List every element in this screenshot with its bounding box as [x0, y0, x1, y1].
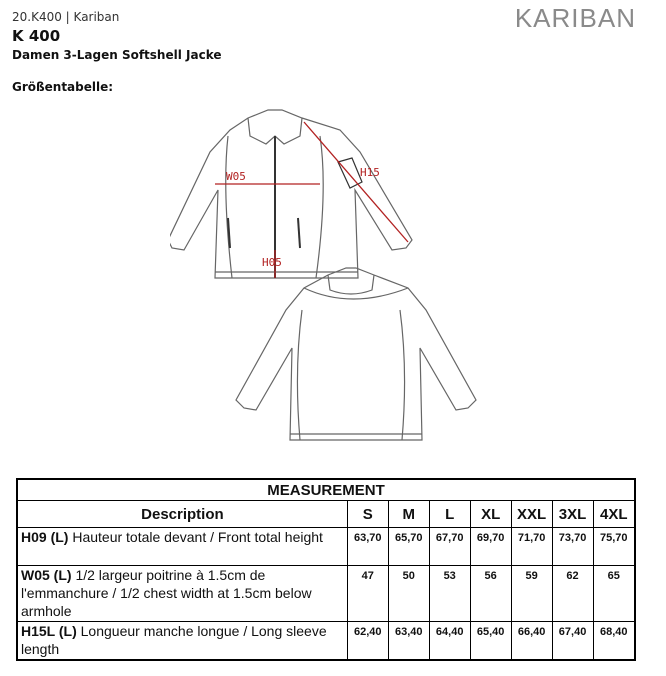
front-jacket-outline	[170, 110, 412, 278]
w05-label: W05	[226, 170, 246, 183]
size-header-xxl: XXL	[511, 501, 552, 528]
table-row	[17, 528, 635, 566]
size-header-s: S	[347, 501, 388, 528]
jacket-technical-drawing	[170, 100, 510, 450]
value-cell: 71,70	[511, 528, 552, 566]
row-description	[17, 566, 347, 622]
size-header-l: L	[429, 501, 470, 528]
value-cell: 59	[511, 566, 552, 622]
table-row	[17, 566, 635, 622]
value-cell: 66,40	[511, 622, 552, 660]
size-header-m: M	[388, 501, 429, 528]
table-title: MEASUREMENT	[17, 479, 635, 501]
front-left-panel-seam	[226, 136, 232, 278]
front-right-pocket	[298, 218, 300, 248]
value-cell: 64,40	[429, 622, 470, 660]
sleeve-pocket	[338, 158, 362, 188]
value-cell: 63,40	[388, 622, 429, 660]
table-row	[17, 622, 635, 660]
value-cell: 56	[470, 566, 511, 622]
value-cell: 67,40	[552, 622, 593, 660]
row-text: Hauteur totale devant / Front total height	[68, 529, 323, 545]
row-code: W05 (L)	[21, 567, 72, 583]
value-cell: 75,70	[593, 528, 635, 566]
measurement-table	[16, 478, 636, 661]
row-code: H15L (L)	[21, 623, 77, 639]
row-description	[17, 528, 347, 566]
brand-logo: KARIBAN	[514, 3, 636, 33]
value-cell: 53	[429, 566, 470, 622]
value-cell: 73,70	[552, 528, 593, 566]
product-name: Damen 3-Lagen Softshell Jacke	[12, 48, 222, 62]
value-cell: 69,70	[470, 528, 511, 566]
table-header-row	[17, 501, 635, 528]
value-cell: 62	[552, 566, 593, 622]
jacket-drawing-svg	[170, 100, 510, 450]
table-title-row	[17, 479, 635, 501]
value-cell: 62,40	[347, 622, 388, 660]
value-cell: 65,40	[470, 622, 511, 660]
size-header-xl: XL	[470, 501, 511, 528]
row-text: 1/2 largeur poitrine à 1.5cm de l'emmanchure / 1/2 chest width at 1.5cm below armhole	[21, 567, 312, 619]
value-cell: 67,70	[429, 528, 470, 566]
back-left-seam	[297, 310, 302, 440]
row-description	[17, 622, 347, 660]
product-code: 20.K400 | Kariban	[12, 10, 120, 24]
value-cell: 47	[347, 566, 388, 622]
value-cell: 50	[388, 566, 429, 622]
back-right-seam	[400, 310, 405, 440]
value-cell: 65	[593, 566, 635, 622]
description-header: Description	[17, 501, 347, 528]
row-code: H09 (L)	[21, 529, 69, 545]
value-cell: 63,70	[347, 528, 388, 566]
h15-label: H15	[360, 166, 380, 179]
product-sku: K 400	[12, 27, 61, 45]
size-chart-label: Größentabelle:	[12, 80, 114, 94]
row-text: Longueur manche longue / Long sleeve length	[21, 623, 327, 657]
size-header-4xl: 4XL	[593, 501, 635, 528]
h05-label: H05	[262, 256, 282, 269]
value-cell: 68,40	[593, 622, 635, 660]
value-cell: 65,70	[388, 528, 429, 566]
front-right-panel-seam	[316, 136, 323, 278]
size-header-3xl: 3XL	[552, 501, 593, 528]
